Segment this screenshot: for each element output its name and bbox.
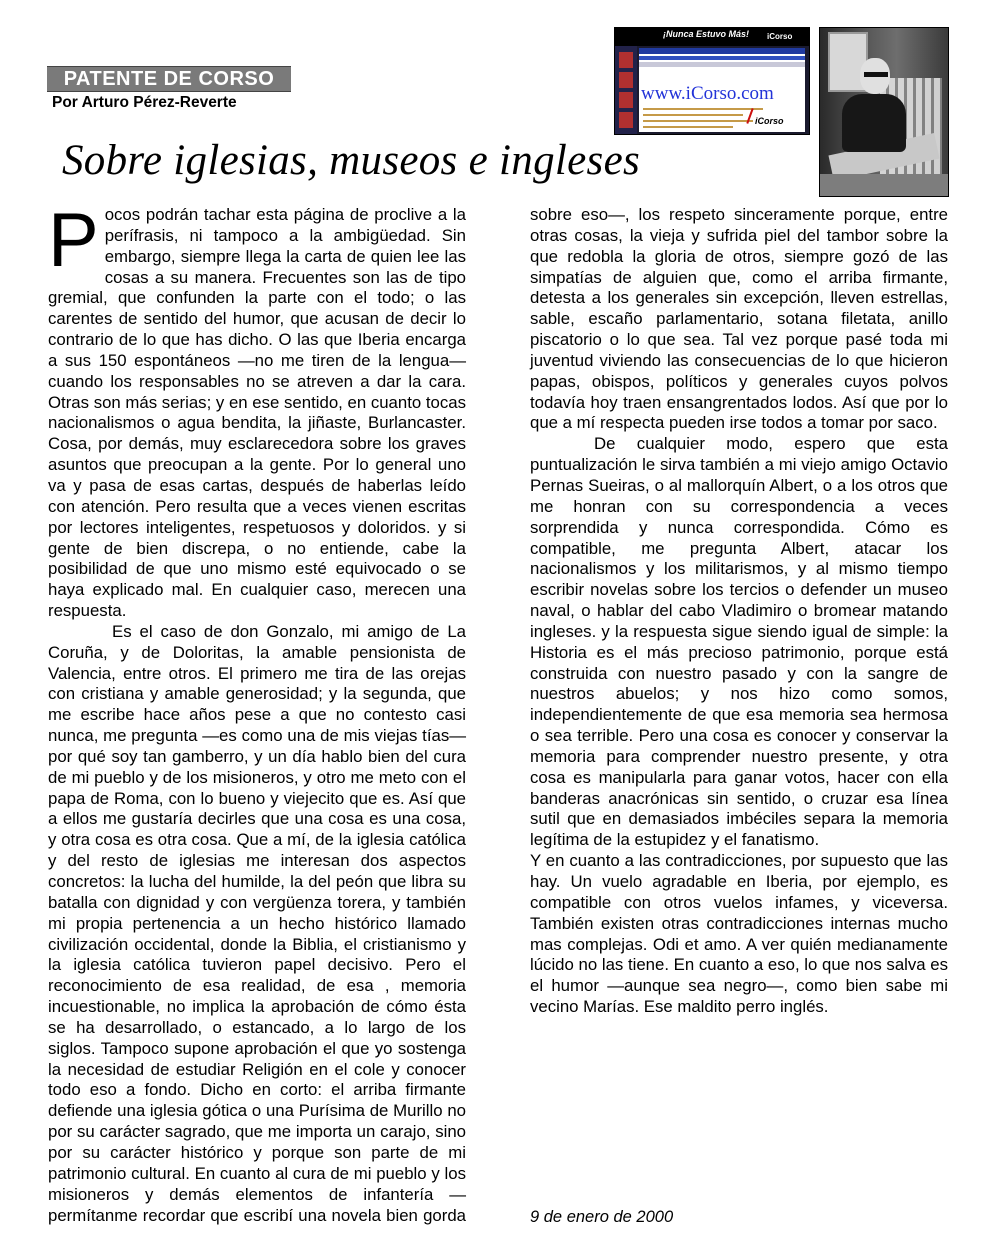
site-url: www.iCorso.com <box>641 83 774 104</box>
site-logo: ¡Nunca Estuvo Más! <box>663 29 750 39</box>
paragraph-text: De cualquier modo, espero que esta puntualización le sirva también a mi viejo amigo Octavio Pernas Sueiras, o al mallorquín Albert, o a los otros que me honran con su correspondencia a veces sorprendida y nunca correspondida. Cómo es compatible, me pregunta Albert, atacar los nacionalismos y los militarismos, y al mismo tiempo escribir novelas sobre los tercios o defender un museo naval, o hablar del cabo Vladimiro o bromear matando ingleses. y la respuesta sigue siendo igual de simple: la Historia es el más precioso patrimonio, porque está construida con nuestro pasado y con la sangre de nuestros abuelos; y nos hizo como somos, independientemente de que esa memoria sea hermosa o sea terrible. Pero una cosa es conocer y conservar la memoria para comprender nuestro presente, y otra cosa es manipularla para ganar votos, hacer con ella banderas anacrónicas sin sentido, o cruzar esa línea sutil que en demasiados imbéciles separa la memoria legítima de la estupidez y el fanatismo. <box>530 434 948 850</box>
article-paragraph <box>48 622 466 1226</box>
paragraph-text-continued: sobre eso—, los respeto sinceramente porque, entre otras cosas, la vieja y sufrida piel del tambor sobre la que redobla la gloria de otros, siempre gozó de las simpatías de alguien que, como el arriba firmante, detesta a los generales sin excepción, lleven estrellas, sable, escaño parlamentario, sotana filetata, anillo piscatorio o lo que sea. Tal vez porque pasé toda mi juventud viviendo las consecuencias de lo que hicieron papas, obispos, políticos y generales cuyos polvos todavía hoy traen ensangrentados lodos. Así que por lo que a mí respecta pueden irse todos a tomar por saco. <box>530 205 948 433</box>
article-paragraph <box>530 851 948 1018</box>
article-paragraph <box>530 205 948 434</box>
paragraph-text: Y en cuanto a las contradicciones, por supuesto que las hay. Un vuelo agradable en Iberia, por ejemplo, es compatible con otros vuelos infames, y viceversa. También existen otras contradicciones internas mucho mas complejas. Odi et amo. A ver quién medianamente lúcido no las tiene. En cuanto a eso, lo que nos salva es el humor —aunque sea negro—, como bien sabe mi vecino Marías. Ese maldito perro inglés. <box>530 851 948 1017</box>
article-paragraph <box>530 434 948 851</box>
article-paragraph <box>48 198 466 622</box>
site-brand: iCorso <box>755 116 784 126</box>
article-date: 9 de enero de 2000 <box>530 1208 674 1226</box>
drop-cap: P <box>48 198 99 283</box>
section-banner-label: PATENTE DE CORSO <box>63 68 275 90</box>
site-sidebar <box>615 46 637 134</box>
article-column-right <box>530 205 948 1018</box>
site-logo-short: iCorso <box>767 32 793 41</box>
article-title: Sobre iglesias, museos e ingleses <box>62 137 640 184</box>
article-column-left <box>48 198 466 1226</box>
paragraph-text: ocos podrán tachar esta página de proclive a la perífrasis, ni tampoco a la ambigüedad. Sin embargo, siempre llega la carta de quien lee las cosas a su manera. Frecuentes son las de tipo gremial, que confunden la parte con el todo; o las carentes de sentido del humor, que acusan de decir lo contrario de lo que has dicho. O las que Iberia encarga a sus 150 espontáneos —no me tiren de la lengua— cuando los responsables no se atreven a dar la cara. Otras son más serias; y en ese sentido, en cuanto tocas nacionalismos o agua bendita, la jiñaste, Burlancaster. Cosa, por demás, muy esclarecedora sobre los graves asuntos que preocupan a la gente. Por lo general uno va y pasa de esas cartas, después de haberlas leído con atención. Pero resulta que a veces vienen escritas por lectores inteligentes, respetuosos y doloridos. y si gente de bien discrepa, o no entiende, cabe la posibilidad de que uno mismo esté equivocado o se haya explicado mal. En cualquier caso, merecen una respuesta. <box>48 205 466 621</box>
paragraph-text: Es el caso de don Gonzalo, mi amigo de La Coruña, y de Doloritas, la amable pensionista de Valencia, entre otros. El primero me tira de las orejas con cristiana y amable generosidad; y la segunda, que me escribe hace años pese a que no contesto casi nunca, me pregunta —es como una de mis viejas tías— por qué soy tan gamberro, y un día hablo bien del cura de mi pueblo y de los misioneros, y otro me meto con el papa de Roma, con lo bueno y viejecito que es. Así que a ellos me gustaría decirles que una cosa es una cosa, y otra cosa es otra cosa. Que a mí, de la iglesia católica y del resto de iglesias me interesan dos aspectos concretos: la lucha del humilde, la del peón que libra su batalla con dignidad y con vergüenza torera, y también mi propia pertenencia a un hecho histórico llamado civilización occidental, donde la Biblia, el cristianismo y la iglesia católica tuvieron papel decisivo. Pero el reconocimiento de esa realidad, de esa , memoria incuestionable, no implica la aprobación de cómo ésta se ha desarrollado, o estancado, a lo largo de los siglos. Tampoco supone aprobación el que yo sostenga la necesidad de estudiar Religión en el cole y conocer todo eso a fondo. Dicho en corto: el arriba firmante defiende una iglesia gótica o una Purísima de Murillo no por su carácter sagrado, que me importa un carajo, sino por su carácter histórico y porque son parte de mi patrimonio cultural. En cuanto al cura de mi pueblo y los misioneros y demás elementos de infantería —permítanme recordar que escribí una novela bien gorda <box>48 621 466 1225</box>
website-thumbnail <box>614 27 810 135</box>
author-photo <box>819 27 949 197</box>
byline: Por Arturo Pérez-Reverte <box>52 94 237 111</box>
section-banner <box>47 66 291 92</box>
